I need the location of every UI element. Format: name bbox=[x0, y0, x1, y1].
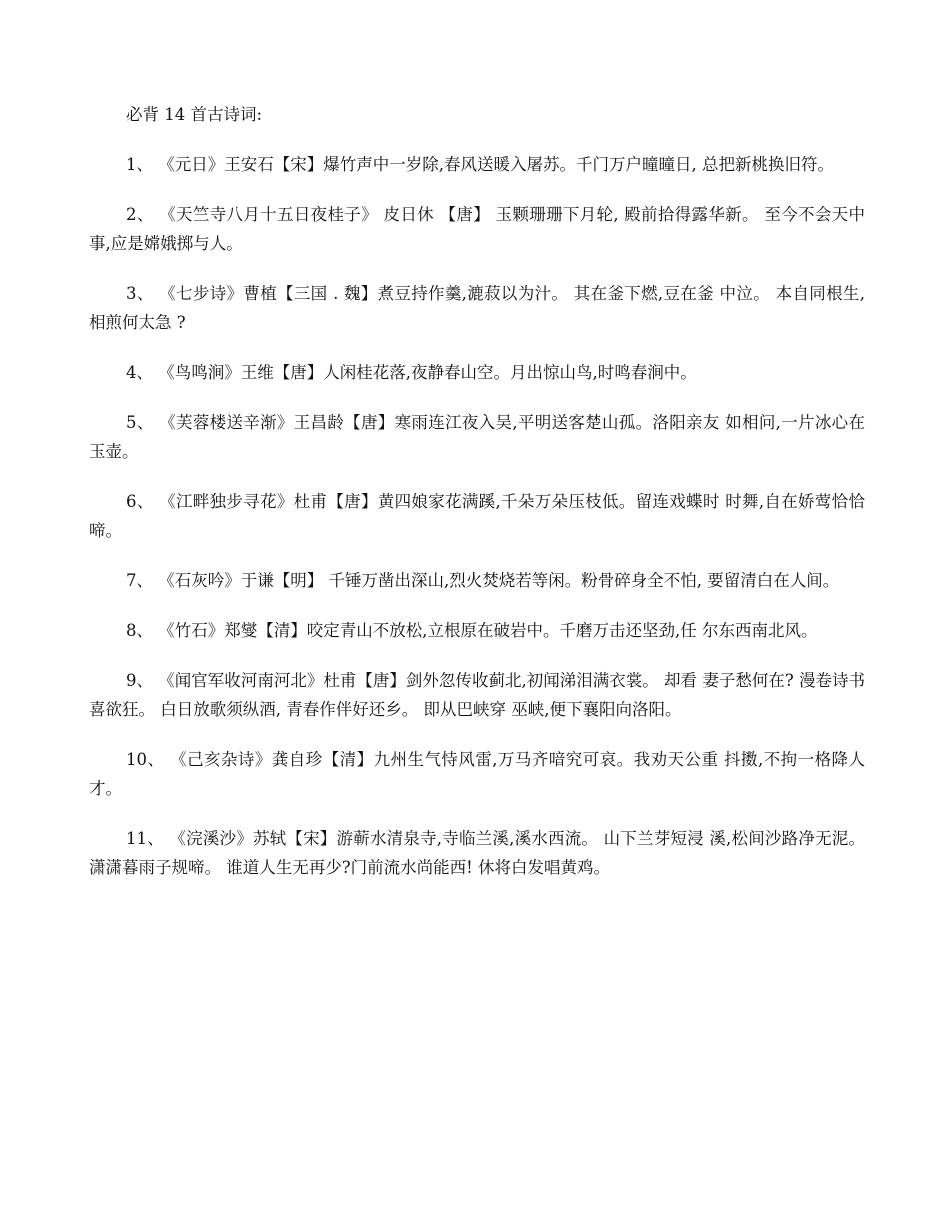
poem-paragraph: 7、 《石灰吟》于谦【明】 千锤万凿出深山,烈火焚烧若等闲。粉骨碎身全不怕, 要留清白在人间。 bbox=[126, 571, 840, 590]
poem-paragraph: 11、 《浣溪沙》苏轼【宋】游蕲水清泉寺,寺临兰溪,溪水西流。 山下兰芽短浸 溪,松间沙路净无泥。潇潇暮雨子规啼。 谁道人生无再少?门前流水尚能西! 休将白发唱黄鸡。 bbox=[89, 829, 865, 877]
poem-paragraph: 5、 《芙蓉楼送辛渐》王昌龄【唐】寒雨连江夜入吴,平明送客楚山孤。洛阳亲友 如相问,一片冰心在玉壶。 bbox=[89, 413, 865, 461]
poem-paragraph: 3、 《七步诗》曹植【三国 . 魏】煮豆持作羹,漉菽以为汁。 其在釜下燃,豆在釜 中泣。 本自同根生,相煎何太急 ? bbox=[89, 284, 865, 332]
poem-paragraph: 2、 《天竺寺八月十五日夜桂子》 皮日休 【唐】 玉颗珊珊下月轮, 殿前拾得露华新。 至今不会天中事,应是嫦娥掷与人。 bbox=[89, 205, 865, 253]
poem-paragraph: 8、 《竹石》郑燮【清】咬定青山不放松,立根原在破岩中。千磨万击还坚劲,任 尔东西南北风。 bbox=[126, 621, 818, 640]
poem-paragraph: 4、 《鸟鸣涧》王维【唐】人闲桂花落,夜静春山空。月出惊山鸟,时鸣春涧中。 bbox=[126, 363, 697, 382]
poem-paragraph: 9、 《闻官军收河南河北》杜甫【唐】剑外忽传收蓟北,初闻涕泪满衣裳。 却看 妻子愁何在? 漫卷诗书喜欲狂。 白日放歌须纵酒, 青春作伴好还乡。 即从巴峡穿 巫峡,便下襄阳向洛阳。 bbox=[89, 671, 865, 719]
document-heading: 必背 14 首古诗词: bbox=[126, 105, 263, 124]
poem-paragraph: 1、 《元日》王安石【宋】爆竹声中一岁除,春风送暖入屠苏。千门万户曈曈日, 总把新桃换旧符。 bbox=[126, 155, 834, 174]
poem-paragraph: 6、 《江畔独步寻花》杜甫【唐】黄四娘家花满蹊,千朵万朵压枝低。留连戏蝶时 时舞,自在娇莺恰恰啼。 bbox=[89, 492, 865, 540]
poem-paragraph: 10、 《己亥杂诗》龚自珍【清】九州生气恃风雷,万马齐喑究可哀。我劝天公重 抖擞,不拘一格降人才。 bbox=[89, 750, 865, 798]
